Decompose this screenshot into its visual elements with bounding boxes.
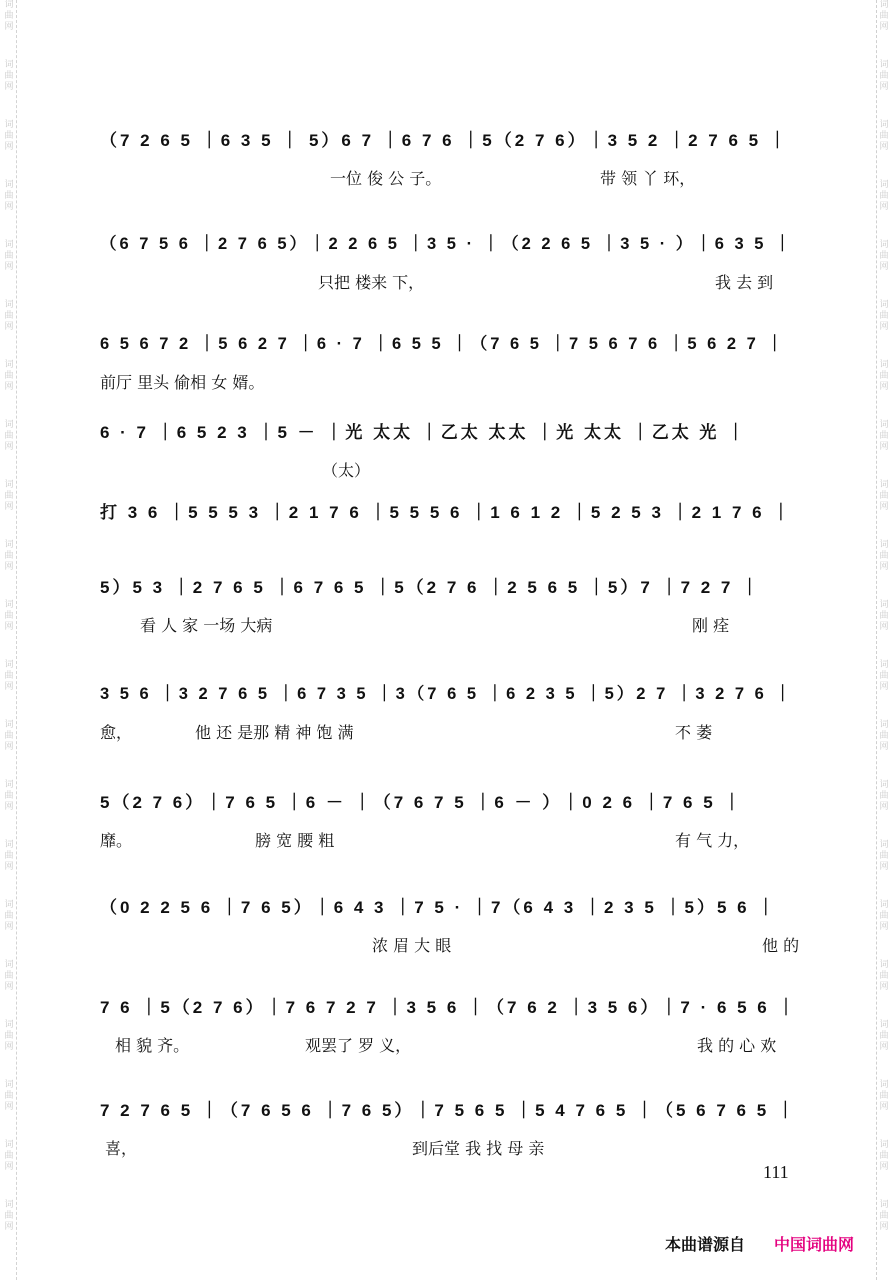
jianpu-notes: 7 2 7 6 5 ｜（7 6 5 6 ｜7 6 5）｜7 5 6 5 ｜5 4 7 6 5 ｜（5 6 7 6 5 ｜ [100,1101,797,1120]
watermark-text: 词 曲 网 [4,540,14,572]
jianpu-notes: 5（2 7 6）｜7 6 5 ｜6 － ｜（7 6 7 5 ｜6 － ）｜0 2 6 ｜7 6 5 ｜ [100,793,744,812]
watermark-text: 词 曲 网 [4,840,14,872]
watermark-text: 词 曲 网 [4,180,14,212]
lyric-line [100,720,805,744]
watermark-text: 词 曲 网 [4,420,14,452]
lyric-text: （太） [322,461,371,480]
lyric-text: 看 人 家 一场 大病 [140,616,273,635]
watermark-text: 词 曲 网 [4,780,14,812]
score-line [100,985,805,1025]
jianpu-notes: 5）5 3 ｜2 7 6 5 ｜6 7 6 5 ｜5（2 7 6 ｜2 5 6 5 ｜5）7 ｜7 2 7 ｜ [100,578,762,597]
lyric-text: 不 萎 [675,723,713,742]
watermark-text: 词 曲 网 [879,720,889,752]
jianpu-notes: 3 5 6 ｜3 2 7 6 5 ｜6 7 3 5 ｜3（7 6 5 ｜6 2 3 5 ｜5）2 7 ｜3 2 7 6 ｜ [100,685,794,703]
watermark-text: 词 曲 网 [879,240,889,272]
watermark-text: 词 曲 网 [4,1020,14,1052]
watermark-text: 词 曲 网 [879,1200,889,1232]
watermark-text: 词 曲 网 [879,420,889,452]
lyric-line [100,370,805,394]
watermark-text: 词 曲 网 [4,1200,14,1232]
left-watermark-strip [2,0,17,1280]
lyric-text: 他 的 [762,936,800,955]
lyric-text: 刚 痊 [692,616,730,635]
score-line [100,672,805,712]
watermark-text: 词 曲 网 [879,960,889,992]
jianpu-notes: 7 6 ｜5（2 7 6）｜7 6 7 2 7 ｜3 5 6 ｜（7 6 2 ｜3 5 6）｜7 · 6 5 6 ｜ [100,998,798,1017]
lyric-text: 一位 俊 公 子。 [330,169,442,188]
lyric-text: 有 气 力， [675,831,750,850]
jianpu-notes: （7 2 6 5 ｜6 3 5 ｜ 5）6 7 ｜6 7 6 ｜5（2 7 6）｜3 5 2 ｜2 7 6 5 ｜ [100,131,789,150]
watermark-text: 词 曲 网 [4,300,14,332]
score-line [100,565,805,605]
score-line [100,885,805,925]
page-number: 111 [763,1162,789,1182]
lyric-text: 我 的 心 欢 [697,1036,777,1055]
watermark-text: 词 曲 网 [879,780,889,812]
watermark-text: 词 曲 网 [4,660,14,692]
watermark-text: 词 曲 网 [879,60,889,92]
score-line [100,490,805,530]
watermark-text: 词 曲 网 [4,120,14,152]
lyric-text: 观罢了 罗 义， [305,1036,412,1055]
watermark-text: 词 曲 网 [879,840,889,872]
score-line [100,780,805,820]
jianpu-notes: （6 7 5 6 ｜2 7 6 5）｜2 2 6 5 ｜3 5 · ｜（2 2 6 5 ｜3 5 · ）｜6 3 5 ｜ [100,235,794,253]
lyric-line [100,1136,805,1160]
lyric-line [100,458,805,482]
watermark-text: 词 曲 网 [879,300,889,332]
score-line [100,410,805,450]
lyric-text: 靡。 [100,831,133,850]
lyric-text: 相 貌 齐。 [115,1036,190,1055]
watermark-text: 词 曲 网 [879,900,889,932]
watermark-text: 词 曲 网 [879,180,889,212]
score-line [100,222,805,262]
lyric-text: 喜， [105,1139,138,1158]
score-line [100,1088,805,1128]
watermark-text: 词 曲 网 [879,1080,889,1112]
watermark-text: 词 曲 网 [879,0,889,32]
lyric-line [100,933,805,957]
lyric-text: 我 去 到 [715,273,774,292]
watermark-text: 词 曲 网 [4,0,14,32]
score-line [100,322,805,362]
lyric-text: 膀 宽 腰 粗 [255,831,335,850]
lyric-line [100,1033,805,1057]
watermark-text: 词 曲 网 [879,120,889,152]
watermark-text: 词 曲 网 [4,600,14,632]
lyric-line [100,613,805,637]
watermark-text: 词 曲 网 [4,720,14,752]
watermark-text: 词 曲 网 [879,360,889,392]
lyric-line [100,166,805,190]
lyric-text: 浓 眉 大 眼 [372,936,452,955]
watermark-text: 词 曲 网 [4,900,14,932]
watermark-text: 词 曲 网 [879,1140,889,1172]
watermark-text: 词 曲 网 [4,240,14,272]
watermark-text: 词 曲 网 [4,480,14,512]
watermark-text: 词 曲 网 [4,1140,14,1172]
watermark-text: 词 曲 网 [879,1020,889,1052]
watermark-text: 词 曲 网 [4,60,14,92]
jianpu-notes: 打 3 6 ｜5 5 5 3 ｜2 1 7 6 ｜5 5 5 6 ｜1 6 1 2 ｜5 2 5 3 ｜2 1 7 6 ｜ [100,503,793,522]
watermark-text: 词 曲 网 [879,540,889,572]
jianpu-notes: 6 5 6 7 2 ｜5 6 2 7 ｜6 · 7 ｜6 5 5 ｜（7 6 5 ｜7 5 6 7 6 ｜5 6 2 7 ｜ [100,335,786,353]
score-line [100,118,805,158]
watermark-text: 词 曲 网 [879,600,889,632]
right-watermark-strip [876,0,893,1280]
lyric-line [100,538,805,562]
lyric-text: 到后堂 我 找 母 亲 [412,1139,545,1158]
watermark-text: 词 曲 网 [4,1080,14,1112]
lyric-line [100,270,805,294]
watermark-text: 词 曲 网 [879,660,889,692]
lyric-text: 前厅 里头 偷相 女 婿。 [100,373,265,392]
source-label: 本曲谱源自 [665,1235,746,1254]
jianpu-notes: （0 2 2 5 6 ｜7 6 5）｜6 4 3 ｜7 5 · ｜7（6 4 3 ｜2 3 5 ｜5）5 6 ｜ [100,898,778,917]
lyric-text: 只把 楼来 下， [318,273,425,292]
watermark-text: 词 曲 网 [4,360,14,392]
lyric-text: 愈， [100,723,133,742]
watermark-text: 词 曲 网 [879,480,889,512]
lyric-text: 他 还 是那 精 神 饱 满 [195,723,354,742]
lyric-line [100,828,805,852]
jianpu-notes: 6 · 7 ｜6 5 2 3 ｜5 － ｜光 太太 ｜乙太 太太 ｜光 太太 ｜乙太 光 ｜ [100,423,748,442]
lyric-text: 带 领 丫 环， [600,169,696,188]
watermark-text: 词 曲 网 [4,960,14,992]
source-brand-link[interactable]: 中国词曲网 [774,1235,855,1254]
